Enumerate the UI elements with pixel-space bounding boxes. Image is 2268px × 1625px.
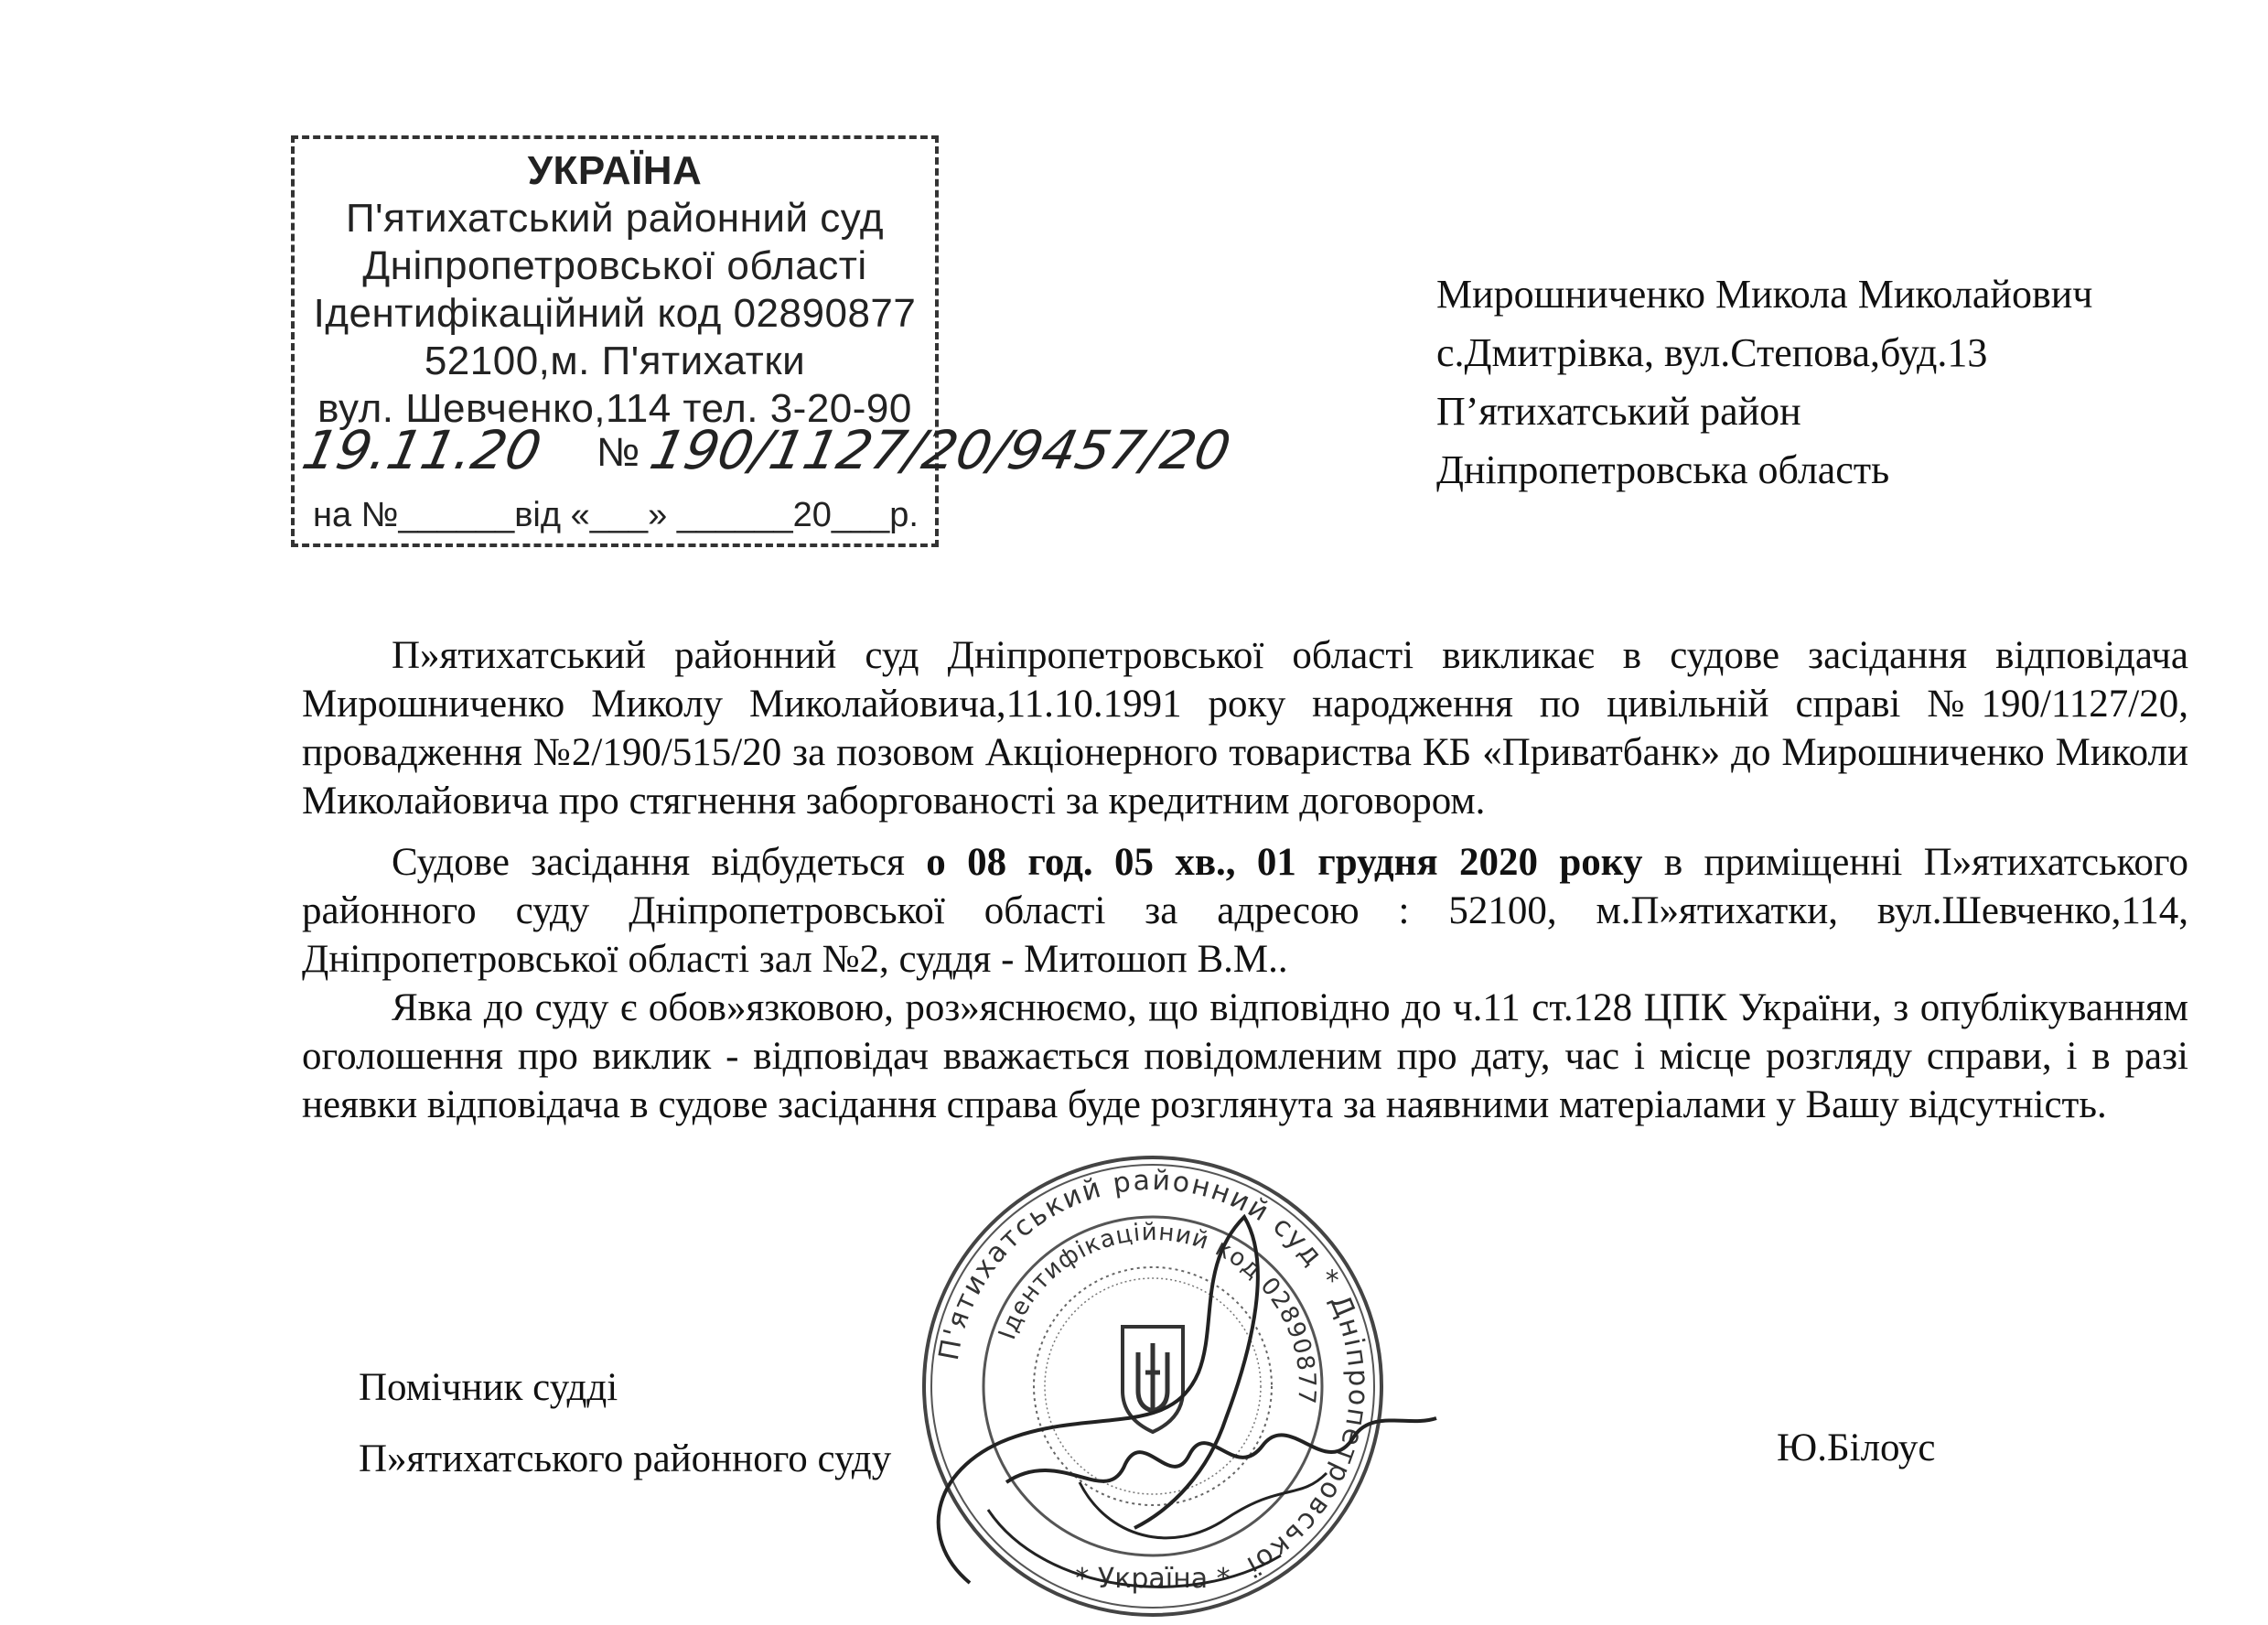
paragraph-attendance: Явка до суду є обов»язковою, роз»яснюємо, що відповідно до ч.11 ст.128 ЦПК України, з опублікуванням оголошення про виклик - відповідач вважається повідомленим про дату, час і місце розгляду справи, і в разі неявки відповідача в судове засідання справа буде розглянута за наявними матеріалами у Вашу відсутність. (302, 986, 2188, 1126)
registration-stamp (291, 135, 1236, 547)
stamp-reference-line: на №______від «___» ______20___р. (313, 496, 919, 534)
stamp-handwritten-date: 19.11.20 (296, 419, 547, 481)
stamp-court: П'ятихатський районний суд (346, 196, 884, 241)
addressee-address: с.Дмитрівка, вул.Степова,буд.13 (1436, 330, 1988, 375)
stamp-postal: 52100,м. П'ятихатки (424, 339, 806, 383)
addressee-region: Дніпропетровська область (1436, 447, 1890, 492)
svg-text:П'ятихатський районний суд * Д: П'ятихатський районний суд * Дніпропетровської (932, 1164, 1375, 1583)
signatory-court: П»ятихатського районного суду (359, 1437, 892, 1480)
stamp-region: Дніпропетровської області (362, 243, 867, 288)
svg-text:Ідентифікаційний код 02890877: Ідентифікаційний код 02890877 (994, 1218, 1321, 1406)
stamp-street: вул. Шевченко,114 тел. 3-20-90 (317, 386, 912, 431)
addressee-block (1436, 265, 2092, 500)
signature-icon (897, 1208, 1446, 1610)
svg-text:* Україна *: * Україна * (1075, 1563, 1231, 1595)
hearing-datetime: о 08 год. 05 хв., 01 грудня 2020 року (926, 841, 1643, 884)
addressee-district: П’ятихатський район (1436, 389, 1801, 434)
stamp-handwritten-number: 190/1127/20/9457/20 (644, 419, 1236, 481)
signatory-name: Ю.Білоус (1777, 1426, 1936, 1469)
paragraph-summons: П»ятихатський районний суд Дніпропетровської області викликає в судове засідання відповідача Мирошниченко Миколу Миколайовича,11.10.1991 року народження по цивільній справі №190/1127/20, провадження №2/190/515/20 за позовом Акціонерного товариства КБ «Приватбанк» до Мирошниченко Миколи Миколайовича про стягнення заборгованості за кредитним договором. (302, 634, 2188, 823)
signatory-block (359, 1352, 891, 1495)
paragraph-hearing: Судове засідання відбудеться о 08 год. 05 хв., 01 грудня 2020 року в приміщенні П»ятихатського районного суду Дніпропетровської області за адресою : 52100, м.П»ятихатки, вул.Шевченко,114, Дніпропетровської області зал №2, суддя - Митошоп В.М.. (302, 841, 2188, 981)
stamp-id-code: Ідентифікаційний код 02890877 (313, 291, 917, 336)
signatory-position: Помічник судді (359, 1366, 618, 1409)
stamp-country: УКРАЇНА (527, 148, 703, 193)
stamp-number-label: № (597, 430, 640, 475)
letter-body (302, 631, 2188, 1129)
addressee-name: Мирошниченко Микола Миколайович (1436, 272, 2093, 317)
